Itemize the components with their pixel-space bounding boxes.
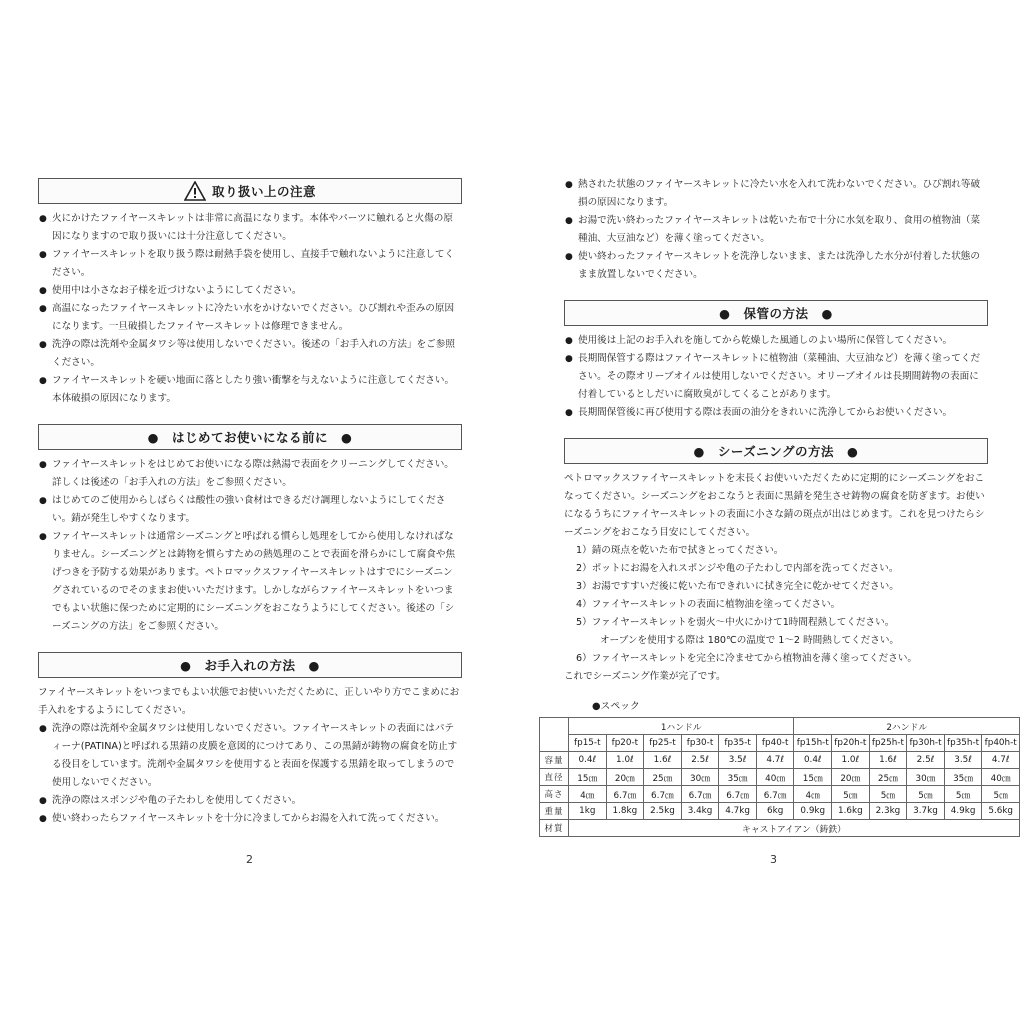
spec-value-cell: 2.5ℓ (681, 752, 719, 769)
spec-value-cell: 5㎝ (869, 786, 907, 803)
bullet-icon: ● (39, 724, 47, 734)
step-item: 2）ポットにお湯を入れスポンジや亀の子たわしで内部を洗ってください。 (576, 563, 899, 574)
spec-group-two-handle: 2ハンドル (794, 718, 1020, 735)
spec-value-cell: 5㎝ (907, 786, 945, 803)
spec-value-cell: 20㎝ (606, 769, 644, 786)
bullet-icon: ● (39, 796, 47, 806)
spec-value-cell: 1.0ℓ (832, 752, 870, 769)
list-item: ● はじめてのご使用からしばらくは酸性の強い食材はできるだけ調理しないようにしてください。錆が発生しやすくなります。 (38, 492, 462, 528)
spec-table (539, 717, 1020, 837)
seasoning-outro: これでシーズニング作業が完了です。 (564, 671, 726, 682)
list-item: ● 火にかけたファイヤースキレットは非常に高温になります。本体やパーツに触れると火傷の原因になりますので取り扱いには十分注意してください。 (38, 210, 462, 246)
spec-value-cell: 4.7ℓ (756, 752, 794, 769)
spec-value-cell: 1.6ℓ (869, 752, 907, 769)
bullet-icon: ● (565, 216, 573, 226)
spec-row (540, 752, 1020, 769)
list-item: ● お湯で洗い終わったファイヤースキレットは乾いた布で十分に水気を取り、食用の植物油（菜種油、大豆油など）を薄く塗ってください。 (564, 212, 988, 248)
bullet-icon: ● (39, 214, 47, 224)
spec-model-cell: fp20h-t (832, 735, 870, 752)
spec-value-cell: 5㎝ (982, 786, 1020, 803)
spec-value-cell: 40㎝ (756, 769, 794, 786)
spec-value-cell: 25㎝ (644, 769, 682, 786)
spec-model-cell: fp40-t (756, 735, 794, 752)
bullet-icon: ● (39, 286, 47, 296)
page-number: 2 (246, 853, 253, 866)
seasoning-intro: ペトロマックスファイヤースキレットを末長くお使いいただくために定期的にシーズニングをおこなってください。シーズニングをおこなうと表面に黒錆を発生させ鋳物の腐食を防ぎます。お使いになるうちにファイヤースキレットの表面に小さな錆の斑点が出はじめます。これを見つけたらシーズニングをおこなう目安にしてください。 (564, 473, 985, 538)
spec-model-cell: fp25h-t (869, 735, 907, 752)
section-title-before-first-use: ● はじめてお使いになる前に ● (38, 424, 462, 450)
spec-value-cell: 4.9kg (944, 803, 982, 820)
spec-value-cell: 4㎝ (794, 786, 832, 803)
spec-value-cell: 4㎝ (569, 786, 607, 803)
care-intro: ファイヤースキレットをいつまでもよい状態でお使いいただくために、正しいやり方でこまめにお手入れをするようにしてください。 (38, 687, 460, 716)
bullet-icon: ● (39, 250, 47, 260)
section-title-care: ● お手入れの方法 ● (38, 652, 462, 678)
step-item: 5）ファイヤースキレットを弱火～中火にかけて1時間程熱してください。 (576, 617, 895, 628)
spec-value-cell: 35㎝ (719, 769, 757, 786)
spec-value-cell: 5.6kg (982, 803, 1020, 820)
spec-value-cell: 2.3kg (869, 803, 907, 820)
list-item: ● 熱された状態のファイヤースキレットに冷たい水を入れて洗わないでください。ひび割れ等破損の原因になります。 (564, 176, 988, 212)
spec-model-cell: fp15-t (569, 735, 607, 752)
spec-material-row (540, 820, 1020, 837)
spec-value-cell: 3.5ℓ (719, 752, 757, 769)
care-continued-list (564, 176, 988, 284)
bullet-icon: ● (39, 496, 47, 506)
list-item: ● 使い終わったらファイヤースキレットを十分に冷ましてからお湯を入れて洗ってください。 (38, 810, 462, 828)
spec-value-cell: 1.6kg (832, 803, 870, 820)
spec-value-cell: 0.4ℓ (794, 752, 832, 769)
spec-value-cell: 15㎝ (794, 769, 832, 786)
section-title-storage: ● 保管の方法 ● (564, 300, 988, 326)
page-number: 3 (770, 853, 777, 866)
spec-value-cell: 4.7kg (719, 803, 757, 820)
spec-model-cell: fp35-t (719, 735, 757, 752)
spec-value-cell: 35㎝ (944, 769, 982, 786)
spec-model-cell: fp20-t (606, 735, 644, 752)
spec-value-cell: 6.7㎝ (681, 786, 719, 803)
spec-value-cell: 2.5kg (644, 803, 682, 820)
spec-value-cell: 4.7ℓ (982, 752, 1020, 769)
spec-model-cell: fp15h-t (794, 735, 832, 752)
spec-value-cell: 20㎝ (832, 769, 870, 786)
step-item: 1）錆の斑点を乾いた布で拭きとってください。 (576, 545, 784, 556)
spec-model-cell: fp40h-t (982, 735, 1020, 752)
list-item: ● 使い終わったファイヤースキレットを洗浄しないまま、または洗浄した水分が付着した状態のまま放置しないでください。 (564, 248, 988, 284)
bullet-icon: ● (39, 532, 47, 542)
spec-row-label: 重量 (540, 803, 569, 820)
right-column (564, 176, 988, 718)
section-title-handling-caution (38, 178, 462, 204)
spec-value-cell: 6.7㎝ (719, 786, 757, 803)
list-item: ● 洗浄の際は洗剤や金属タワシ等は使用しないでください。後述の「お手入れの方法」をご参照ください。 (38, 336, 462, 372)
spec-model-cell: fp35h-t (944, 735, 982, 752)
list-item: ● 使用後は上記のお手入れを施してから乾燥した風通しのよい場所に保管してください。 (564, 332, 988, 350)
spec-row-label: 容量 (540, 752, 569, 769)
list-item: ● 使用中は小さなお子様を近づけないようにしてください。 (38, 282, 462, 300)
spec-value-cell: 6kg (756, 803, 794, 820)
spec-row-label: 直径 (540, 769, 569, 786)
list-item: ● 長期間保管後に再び使用する際は表面の油分をきれいに洗浄してからお使いください。 (564, 404, 988, 422)
spec-value-cell: 5㎝ (944, 786, 982, 803)
spec-value-cell: 15㎝ (569, 769, 607, 786)
caution-list (38, 210, 462, 408)
spec-label: ●スペック (592, 701, 640, 712)
spec-value-cell: 1kg (569, 803, 607, 820)
spec-value-cell: 3.7kg (907, 803, 945, 820)
spec-value-cell: 2.5ℓ (907, 752, 945, 769)
spec-value-cell: 6.7㎝ (756, 786, 794, 803)
step-item: 6）ファイヤースキレットを完全に冷ませてから植物油を薄く塗ってください。 (576, 653, 918, 664)
list-item: ● 高温になったファイヤースキレットに冷たい水をかけないでください。ひび割れや歪みの原因になります。一旦破損したファイヤースキレットは修理できません。 (38, 300, 462, 336)
spec-value-cell: 1.8kg (606, 803, 644, 820)
list-item: ● ファイヤースキレットは通常シーズニングと呼ばれる慣らし処理をしてから使用しなければなりません。シーズニングとは鋳物を慣らすための熱処理のことで表面を滑らかにして腐食や焦げつきを予防する効果があります。ペトロマックスファイヤースキレットはすでにシーズニングされているのでそのままお使いいただけます。しかしながらファイヤースキレットをいつまでもよい状態に保つために定期的にシーズニングをおこなうようにしてください。後述の「シーズニングの方法」をご参照ください。 (38, 528, 462, 636)
section-title-seasoning: ● シーズニングの方法 ● (564, 438, 988, 464)
bullet-icon: ● (565, 336, 573, 346)
spec-value-cell: 6.7㎝ (644, 786, 682, 803)
list-item: ● 洗浄の際は洗剤や金属タワシは使用しないでください。ファイヤースキレットの表面にはパティーナ(PATINA)と呼ばれる黒錆の皮膜を意図的につけてあり、この黒錆が鋳物の腐食を防止する役目をしています。洗剤や金属タワシを使用すると表面を保護する黒錆を取ってしまうので使用しないでください。 (38, 720, 462, 792)
care-list (38, 720, 462, 828)
spec-model-cell: fp30-t (681, 735, 719, 752)
spec-value-cell: 3.4kg (681, 803, 719, 820)
spec-value-cell: 3.5ℓ (944, 752, 982, 769)
storage-list (564, 332, 988, 422)
list-item: ● 洗浄の際はスポンジや亀の子たわしを使用してください。 (38, 792, 462, 810)
right-page (512, 0, 1024, 1024)
left-column (38, 176, 462, 828)
first-use-list (38, 456, 462, 636)
bullet-icon: ● (39, 460, 47, 470)
list-item: ● ファイヤースキレットをはじめてお使いになる際は熱湯で表面をクリーニングしてください。詳しくは後述の「お手入れの方法」をご参照ください。 (38, 456, 462, 492)
spec-value-cell: 30㎝ (907, 769, 945, 786)
seasoning-steps (564, 542, 988, 668)
list-item: ● ファイヤースキレットを取り扱う際は耐熱手袋を使用し、直接手で触れないように注意してください。 (38, 246, 462, 282)
list-item: ● ファイヤースキレットを硬い地面に落としたり強い衝撃を与えないように注意してください。本体破損の原因になります。 (38, 372, 462, 408)
bullet-icon: ● (565, 252, 573, 262)
spec-value-cell: 30㎝ (681, 769, 719, 786)
spec-material-value: キャストアイアン（鋳鉄） (569, 820, 1020, 837)
spec-row (540, 786, 1020, 803)
bullet-icon: ● (39, 814, 47, 824)
spec-row-label: 高さ (540, 786, 569, 803)
spec-value-cell: 1.6ℓ (644, 752, 682, 769)
bullet-icon: ● (39, 304, 47, 314)
bullet-icon: ● (39, 340, 47, 350)
spec-group-row (540, 718, 1020, 735)
step-item: 4）ファイヤースキレットの表面に植物油を塗ってください。 (576, 599, 841, 610)
bullet-icon: ● (39, 376, 47, 386)
spec-group-one-handle: 1ハンドル (569, 718, 794, 735)
bullet-icon: ● (565, 408, 573, 418)
bullet-icon: ● (565, 354, 573, 364)
spec-corner-cell (540, 718, 569, 752)
step-note: オーブンを使用する際は 180℃の温度で 1～2 時間熱してください。 (600, 635, 900, 646)
spec-model-cell: fp30h-t (907, 735, 945, 752)
warning-icon (184, 181, 206, 201)
step-item: 3）お湯ですすいだ後に乾いた布できれいに拭き完全に乾かせてください。 (576, 581, 899, 592)
spec-value-cell: 0.4ℓ (569, 752, 607, 769)
spec-value-cell: 0.9kg (794, 803, 832, 820)
spec-row-label: 材質 (540, 820, 569, 837)
spec-value-cell: 40㎝ (982, 769, 1020, 786)
spec-row (540, 769, 1020, 786)
section-title-text: 取り扱い上の注意 (211, 184, 316, 199)
spec-row (540, 803, 1020, 820)
spec-value-cell: 25㎝ (869, 769, 907, 786)
spec-model-row (540, 735, 1020, 752)
spec-value-cell: 1.0ℓ (606, 752, 644, 769)
bullet-icon: ● (565, 180, 573, 190)
spec-value-cell: 5㎝ (832, 786, 870, 803)
spec-value-cell: 6.7㎝ (606, 786, 644, 803)
list-item: ● 長期間保管する際はファイヤースキレットに植物油（菜種油、大豆油など）を薄く塗ってください。その際オリーブオイルは使用しないでください。オリーブオイルは長期間鋳物の表面に付着しているとしだいに腐敗臭がしてくることがあります。 (564, 350, 988, 404)
spec-model-cell: fp25-t (644, 735, 682, 752)
